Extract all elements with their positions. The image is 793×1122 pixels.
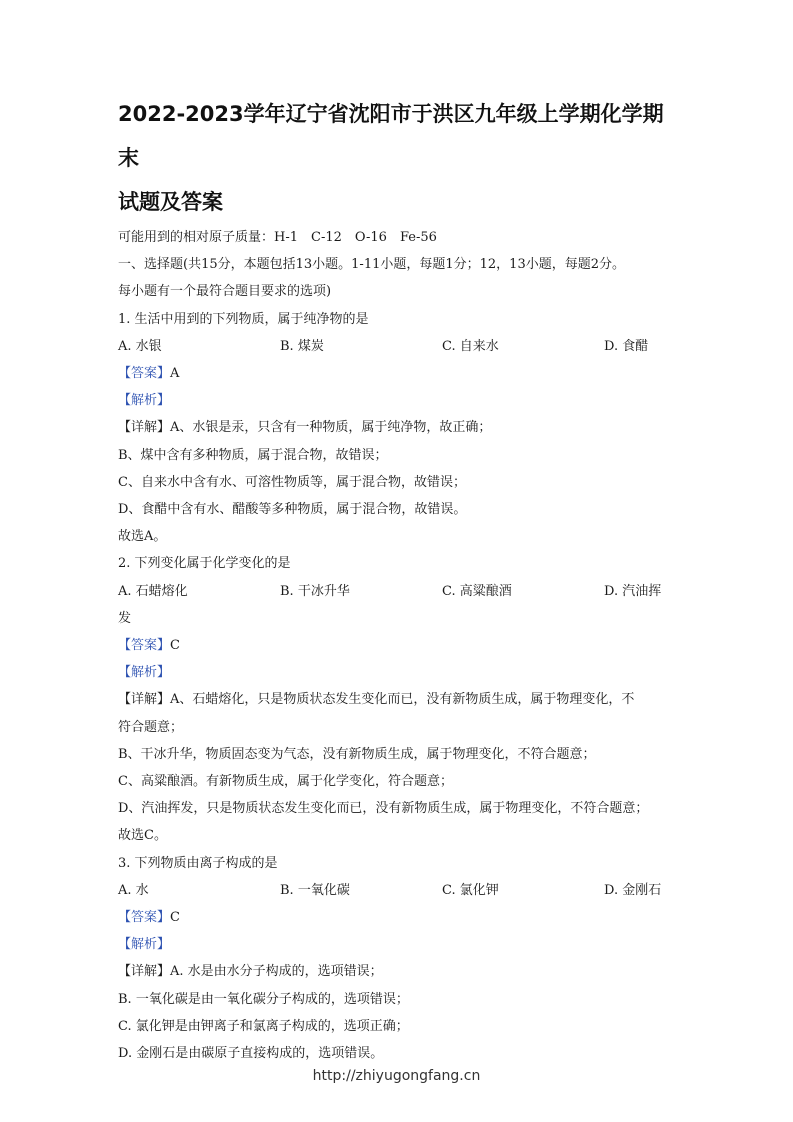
option-a: A. 石蜡熔化 — [118, 583, 188, 599]
explanation-line: C、高粱酿酒。有新物质生成，属于化学变化，符合题意； — [118, 774, 453, 790]
answer-value: A — [170, 366, 180, 382]
title-line-2: 试题及答案 — [118, 190, 223, 214]
document-title — [118, 92, 678, 224]
analysis-tag: 【解析】 — [118, 393, 171, 409]
detail-line — [118, 958, 678, 985]
question-stem: 2. 下列变化属于化学变化的是 — [118, 556, 291, 572]
option-c: C. 自来水 — [442, 338, 499, 354]
answer-tag: 【答案】 — [118, 366, 171, 382]
option-row — [118, 578, 678, 605]
answer-line — [118, 360, 678, 387]
answer-line — [118, 632, 678, 659]
option-row — [118, 877, 678, 904]
explanation-line: D、汽油挥发，只是物质状态发生变化而已，没有新物质生成，属于物理变化，不符合题意； — [118, 801, 649, 817]
section-intro-line-2: 每小题有一个最符合题目要求的选项) — [118, 284, 332, 300]
explanation-line: C. 氯化钾是由钾离子和氯离子构成的，选项正确； — [118, 1018, 409, 1034]
answer-value: C — [170, 638, 180, 654]
answer-line — [118, 904, 678, 931]
question-2 — [118, 550, 678, 849]
title-line-1: 2022-2023学年辽宁省沈阳市于洪区九年级上学期化学期末 — [118, 102, 664, 170]
conclusion-line: 故选A。 — [118, 529, 167, 545]
explanation-line: B、干冰升华，物质固态变为气态，没有新物质生成，属于物理变化，不符合题意； — [118, 746, 596, 762]
analysis-tag: 【解析】 — [118, 937, 171, 953]
footer-url[interactable]: http://zhiyugongfang.cn — [312, 1068, 481, 1084]
option-d-overflow: 发 — [118, 610, 132, 626]
analysis-tag: 【解析】 — [118, 665, 171, 681]
detail-text: A、水银是汞，只含有一种物质，属于纯净物，故正确； — [170, 420, 492, 436]
document-page — [118, 92, 678, 1067]
question-3 — [118, 850, 678, 1068]
question-stem: 1. 生活中用到的下列物质，属于纯净物的是 — [118, 311, 369, 327]
option-c: C. 高粱酿酒 — [442, 583, 512, 599]
explanation-line: D、食醋中含有水、醋酸等多种物质，属于混合物，故错误。 — [118, 502, 467, 518]
option-d: D. 金刚石 — [604, 882, 662, 898]
option-b: B. 煤炭 — [280, 338, 324, 354]
option-d: D. 食醋 — [604, 338, 649, 354]
conclusion-line: 故选C。 — [118, 828, 167, 844]
detail-text: A. 水是由水分子构成的，选项错误； — [170, 964, 383, 980]
explanation-line: D. 金刚石是由碳原子直接构成的，选项错误。 — [118, 1046, 384, 1062]
answer-tag: 【答案】 — [118, 638, 171, 654]
atomic-mass-note: 可能用到的相对原子质量：H-1 C-12 O-16 Fe-56 — [118, 230, 437, 245]
explanation-line: C、自来水中含有水、可溶性物质等，属于混合物，故错误； — [118, 474, 466, 490]
question-stem: 3. 下列物质由离子构成的是 — [118, 855, 278, 871]
option-b: B. 一氧化碳 — [280, 882, 350, 898]
explanation-line: B. 一氧化碳是由一氧化碳分子构成的，选项错误； — [118, 991, 409, 1007]
question-1 — [118, 306, 678, 551]
detail-continuation: 符合题意； — [118, 719, 184, 735]
section-intro-line-1: 一、选择题(共15分，本题包括13小题。1-11小题，每题1分；12，13小题，每题2分。 — [118, 257, 625, 273]
explanation-line: B、煤中含有多种物质，属于混合物，故错误； — [118, 447, 388, 463]
detail-tag: 【详解】 — [118, 420, 171, 436]
answer-value: C — [170, 910, 180, 926]
option-row — [118, 333, 678, 360]
option-a: A. 水 — [118, 882, 149, 898]
answer-tag: 【答案】 — [118, 910, 171, 926]
option-a: A. 水银 — [118, 338, 162, 354]
option-c: C. 氯化钾 — [442, 882, 499, 898]
option-d: D. 汽油挥 — [604, 583, 662, 599]
detail-text: A、石蜡熔化，只是物质状态发生变化而已，没有新物质生成，属于物理变化，不 — [170, 692, 635, 708]
option-b: B. 干冰升华 — [280, 583, 350, 599]
detail-line — [118, 686, 678, 713]
detail-tag: 【详解】 — [118, 692, 171, 708]
detail-line — [118, 414, 678, 441]
detail-tag: 【详解】 — [118, 964, 171, 980]
